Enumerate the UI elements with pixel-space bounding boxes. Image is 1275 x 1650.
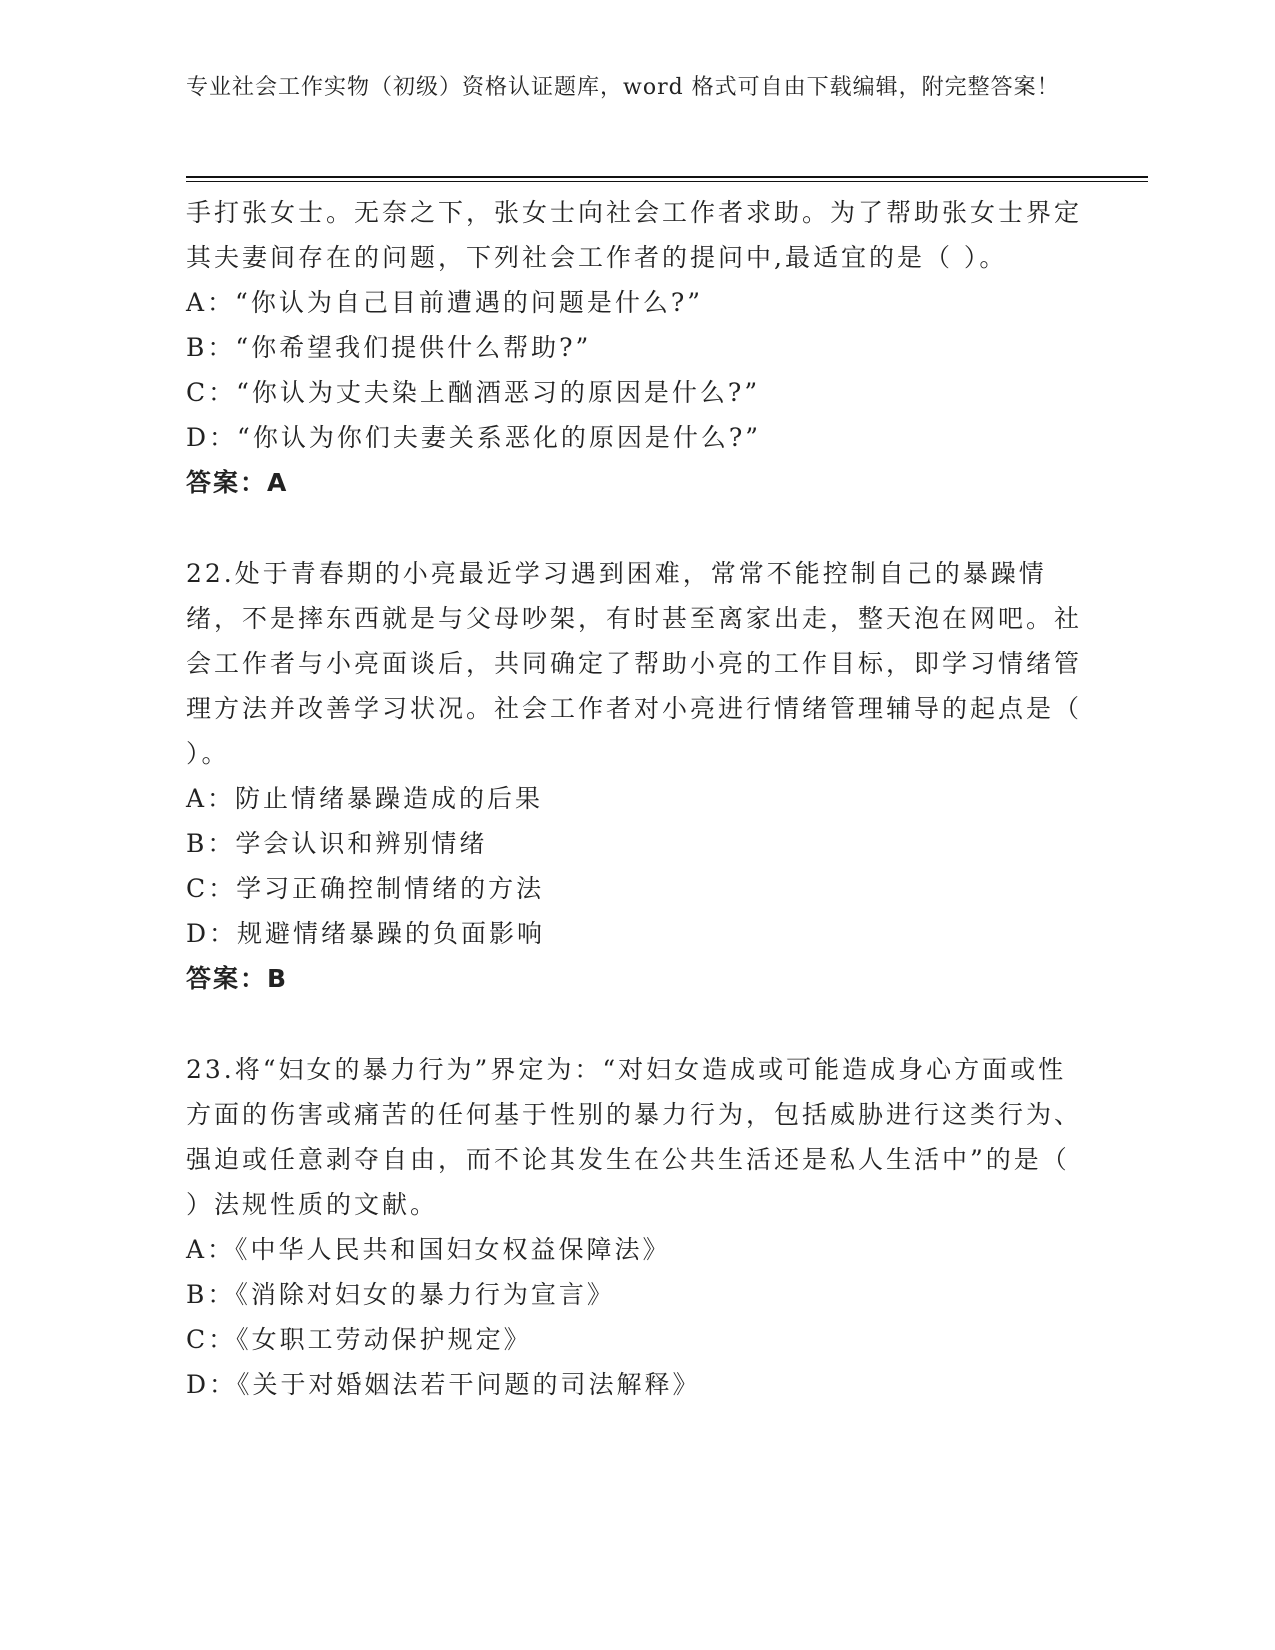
option-b: B：学会认识和辨别情绪: [186, 829, 488, 858]
question-list: [186, 190, 1086, 1407]
question-item: [186, 551, 1086, 1001]
question-item: [186, 190, 1086, 505]
question-stem: 手打张女士。无奈之下，张女士向社会工作者求助。为了帮助张女士界定其夫妻间存在的问题，下列社会工作者的提问中,最适宜的是（ ）。: [186, 198, 1083, 272]
option-d: D：《关于对婚姻法若干问题的司法解释》: [186, 1370, 701, 1399]
option-a: A：“你认为自己目前遭遇的问题是什么?”: [186, 288, 704, 317]
option-c: C：《女职工劳动保护规定》: [186, 1325, 532, 1354]
question-stem: 22.处于青春期的小亮最近学习遇到困难，常常不能控制自己的暴躁情绪，不是摔东西就是与父母吵架，有时甚至离家出走，整天泡在网吧。社会工作者与小亮面谈后，共同确定了帮助小亮的工作目标，即学习情绪管理方法并改善学习状况。社会工作者对小亮进行情绪管理辅导的起点是（ ）。: [186, 559, 1083, 768]
option-d: D：规避情绪暴躁的负面影响: [186, 919, 546, 948]
option-c: C：学习正确控制情绪的方法: [186, 874, 545, 903]
option-a: A：《中华人民共和国妇女权益保障法》: [186, 1235, 671, 1264]
question-item: [186, 1047, 1086, 1407]
question-stem: 23.将“妇女的暴力行为”界定为：“对妇女造成或可能造成身心方面或性方面的伤害或痛苦的任何基于性别的暴力行为，包括威胁进行这类行为、强迫或任意剥夺自由，而不论其发生在公共生活还是私人生活中”的是（ ）法规性质的文献。: [186, 1055, 1083, 1219]
answer-text: 答案：A: [186, 468, 289, 497]
header-rule-thick: [186, 176, 1148, 178]
option-d: D：“你认为你们夫妻关系恶化的原因是什么?”: [186, 423, 762, 452]
answer-text: 答案：B: [186, 964, 289, 993]
option-a: A：防止情绪暴躁造成的后果: [186, 784, 544, 813]
question-spacer: [186, 1001, 1086, 1047]
question-spacer: [186, 505, 1086, 551]
option-b: B：“你希望我们提供什么帮助?”: [186, 333, 592, 362]
document-header: 专业社会工作实物（初级）资格认证题库，word 格式可自由下载编辑，附完整答案！: [186, 75, 1060, 100]
option-c: C：“你认为丈夫染上酗酒恶习的原因是什么?”: [186, 378, 761, 407]
option-b: B：《消除对妇女的暴力行为宣言》: [186, 1280, 615, 1309]
header-rule-thin: [186, 181, 1148, 182]
